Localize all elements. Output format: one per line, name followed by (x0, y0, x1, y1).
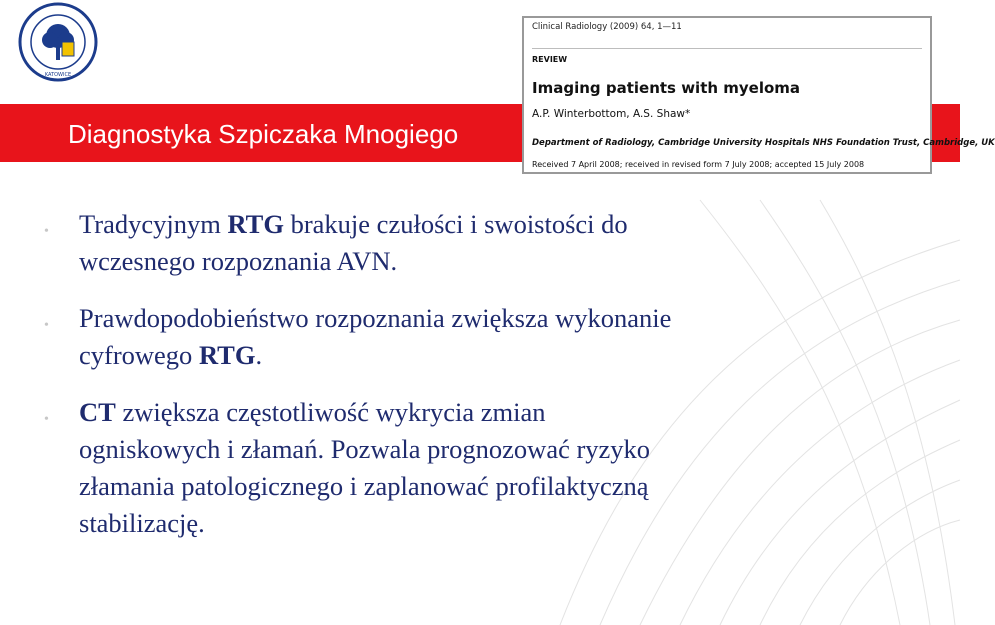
bullet-text: Prawdopodobieństwo rozpoznania zwiększa wykonanie cyfrowego (79, 303, 672, 370)
bullet-dot-icon: • (44, 224, 49, 239)
paper-title: Imaging patients with myeloma (532, 79, 801, 97)
bullet-text: . (390, 246, 398, 276)
bullet-dot-icon: • (44, 318, 49, 333)
paper-type: REVIEW (532, 55, 568, 64)
bullet-text: brakuje czułości i swoistości do wczesnego rozpoznania (79, 209, 628, 276)
bullet-text: CT (79, 397, 116, 427)
bullet-text: . (255, 340, 263, 370)
paper-received: Received 7 April 2008; received in revised form 7 July 2008; accepted 15 July 2008 (532, 160, 865, 169)
bullet-text: AVN (336, 246, 391, 276)
bullet-text: RTG (227, 209, 284, 239)
paper-authors: A.P. Winterbottom, A.S. Shaw* (532, 108, 691, 120)
slide-title: Diagnostyka Szpiczaka Mnogiego (68, 119, 459, 149)
bullet-list (44, 206, 684, 562)
paper-divider (532, 48, 922, 49)
paper-header-excerpt (522, 16, 995, 174)
logo-city: KATOWICE (44, 72, 72, 78)
bullet-item (44, 206, 684, 280)
paper-affiliation: Department of Radiology, Cambridge University Hospitals NHS Foundation Trust, Cambridge, UK (532, 138, 995, 148)
bullet-text: RTG (198, 340, 256, 370)
bullet-text: Tradycyjnym (79, 209, 228, 239)
bullet-dot-icon: • (44, 412, 49, 427)
bullet-text: zwiększa częstotliwość wykrycia zmian ogniskowych i złamań. Pozwala prognozować ryzyko złamania patologicznego i zaplanować profilaktyczną stabilizację. (79, 397, 651, 538)
bullet-item (44, 394, 684, 542)
bullet-item (44, 300, 684, 374)
paper-journal: Clinical Radiology (2009) 64, 1—11 (532, 22, 682, 32)
university-logo (10, 2, 106, 82)
